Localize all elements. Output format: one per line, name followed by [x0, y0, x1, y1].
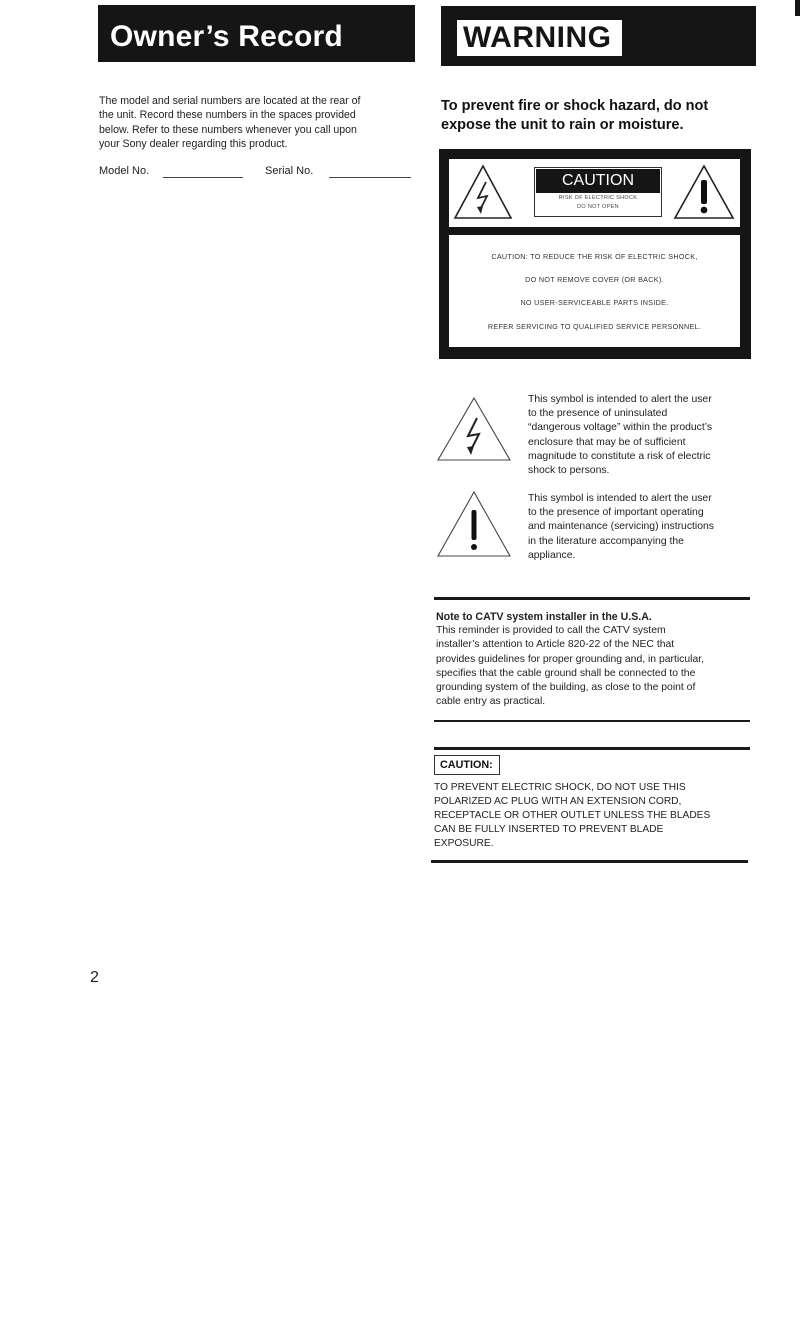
description-line: This symbol is intended to alert the user — [528, 394, 712, 405]
caution-line: DO NOT REMOVE COVER (OR BACK). — [525, 275, 664, 284]
divider — [434, 720, 750, 722]
intro-line: the unit. Record these numbers in the spaces provided — [99, 109, 356, 122]
caution-label-panel — [439, 149, 751, 359]
warning-headline-line: To prevent fire or shock hazard, do not — [441, 98, 709, 114]
catv-note-line: cable entry as practical. — [436, 696, 546, 708]
exclamation-triangle-icon — [673, 164, 735, 220]
serial-label: Serial No. — [265, 165, 314, 177]
model-label: Model No. — [99, 165, 150, 177]
caution-label-top — [449, 159, 740, 227]
description-line: “dangerous voltage” within the product’s — [528, 422, 713, 434]
caution-badge — [534, 167, 662, 217]
lightning-symbol-description — [528, 393, 748, 478]
intro-line: below. Refer to these numbers whenever you call upon — [99, 123, 357, 136]
description-line: to the presence of uninsulated — [528, 408, 668, 420]
caution-badge-sub: DO NOT OPEN — [577, 204, 619, 210]
plug-caution-line: RECEPTACLE OR OTHER OUTLET UNLESS THE BLADES — [434, 810, 711, 822]
exclamation-symbol-description — [528, 492, 748, 563]
serial-blank-line — [329, 177, 411, 178]
description-line: in the literature accompanying the — [528, 535, 684, 547]
plug-caution-line: POLARIZED AC PLUG WITH AN EXTENSION CORD, — [434, 796, 682, 808]
plug-caution-line: EXPOSURE. — [434, 838, 494, 850]
catv-note-line: installer’s attention to Article 820-22 of the NEC that — [436, 639, 675, 651]
lightning-triangle-icon — [436, 396, 512, 462]
description-line: to the presence of important operating — [528, 507, 704, 519]
divider — [434, 747, 750, 750]
catv-note-line: grounding system of the building, as close to the point of — [436, 682, 696, 694]
page-number: 2 — [90, 969, 99, 986]
caution-line: REFER SERVICING TO QUALIFIED SERVICE PERSONNEL. — [487, 322, 702, 331]
caution-line: CAUTION: TO REDUCE THE RISK OF ELECTRIC SHOCK, — [491, 252, 698, 261]
owners-record-title: Owner’s Record — [98, 5, 415, 62]
warning-headline — [441, 97, 741, 135]
description-line: This symbol is intended to alert the user — [528, 493, 712, 504]
intro-line: your Sony dealer regarding this product. — [99, 137, 288, 150]
description-line: magnitude to constitute a risk of electric — [528, 450, 711, 462]
warning-banner — [441, 6, 756, 66]
description-line: and maintenance (servicing) instructions — [528, 521, 714, 533]
description-line: shock to persons. — [528, 465, 610, 477]
catv-note-line: provides guidelines for proper grounding and, in particular, — [436, 653, 705, 665]
model-blank-line — [163, 177, 243, 178]
warning-headline-line: expose the unit to rain or moisture. — [441, 117, 684, 133]
catv-note-title: Note to CATV system installer in the U.S.A. — [436, 611, 652, 623]
catv-note-line: This reminder is provided to call the CATV system — [436, 625, 666, 637]
plug-caution-line: TO PREVENT ELECTRIC SHOCK, DO NOT USE THIS — [434, 782, 686, 793]
warning-title: WARNING — [455, 18, 624, 58]
lightning-triangle-icon — [453, 164, 513, 220]
description-line: enclosure that may be of sufficient — [528, 436, 686, 448]
description-line: appliance. — [528, 549, 576, 561]
caution-line: NO USER-SERVICEABLE PARTS INSIDE. — [520, 298, 669, 307]
divider — [434, 597, 750, 600]
caution-badge-title: CAUTION — [536, 169, 660, 193]
intro-line: The model and serial numbers are located at the rear of — [99, 95, 361, 107]
owners-record-intro — [99, 94, 401, 151]
edge-mark — [795, 0, 800, 16]
catv-note — [436, 610, 744, 709]
plug-caution-label: CAUTION: — [434, 755, 500, 775]
catv-note-line: specifies that the cable ground shall be connected to the — [436, 667, 696, 679]
exclamation-triangle-icon — [436, 490, 512, 558]
divider — [431, 860, 748, 863]
caution-label-text — [449, 235, 740, 347]
plug-caution-text — [434, 781, 744, 851]
plug-caution-line: CAN BE FULLY INSERTED TO PREVENT BLADE — [434, 824, 664, 836]
caution-badge-sub: RISK OF ELECTRIC SHOCK — [558, 195, 638, 201]
